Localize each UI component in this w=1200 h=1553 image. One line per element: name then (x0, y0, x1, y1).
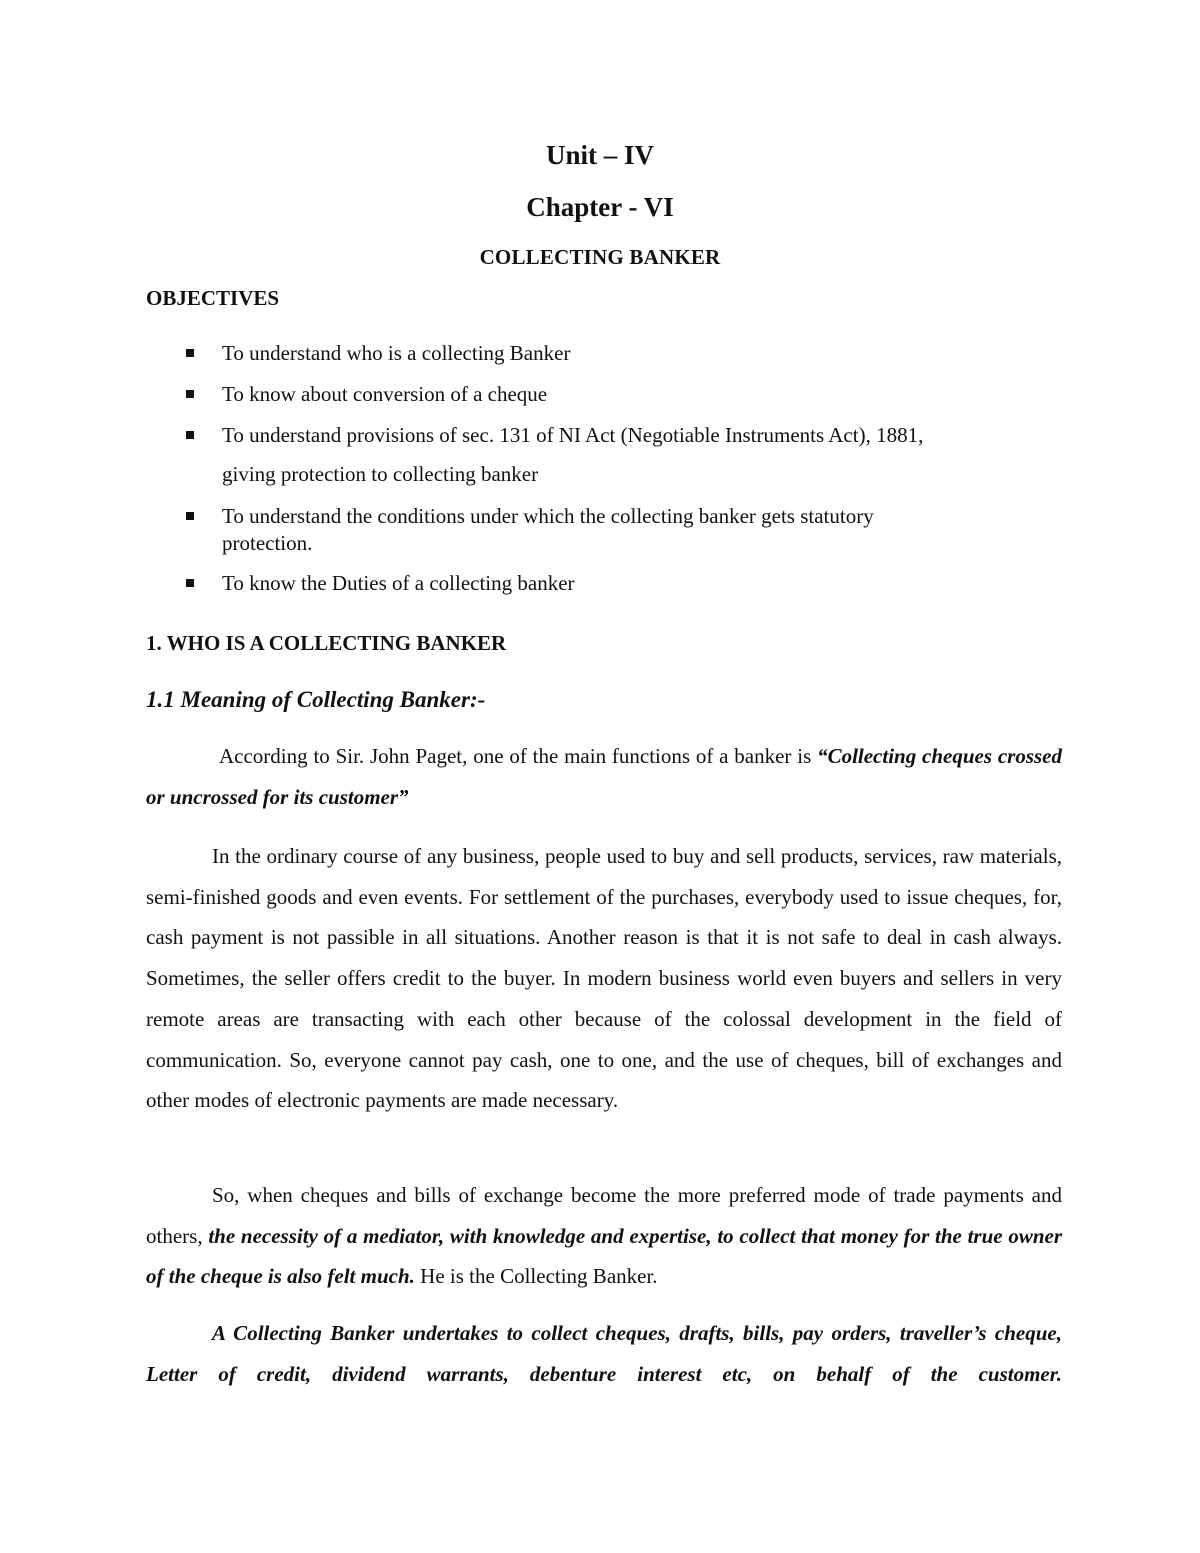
paget-quote: “Collecting cheques crossed or uncrossed for its customer” (146, 744, 1062, 809)
paragraph-text: According to Sir. John Paget, one of the main functions of a banker is (219, 744, 818, 768)
section-heading: 1. WHO IS A COLLECTING BANKER (146, 631, 507, 655)
definition-text: A Collecting Banker undertakes to collect cheques, drafts, bills, pay orders, traveller’s cheque, Letter of credit, dividend warrants, debenture interest etc, on behalf of the customer. (146, 1321, 1062, 1386)
paragraph-definition (146, 1313, 1062, 1394)
emphasis-text: the necessity of a mediator, with knowledge and expertise, to collect that money for the true owner of the cheque is also felt much. (146, 1223, 1062, 1289)
paragraph-business (146, 836, 1062, 1121)
paragraph-text: In the ordinary course of any business, people used to buy and sell products, services, raw materials, semi-finished goods and even events. For settlement of the purchases, everybody used to issue cheques, for, cash payment is not passible in all situations. Another reason is that it is not safe to deal in cash always. Sometimes, the seller offers credit to the buyer. In modern business world even buyers and sellers in very remote areas are transacting with each other because of the colossal development in the field of communication. So, everyone cannot pay cash, one to one, and the use of cheques, bill of exchanges and other modes of electronic payments are made necessary. (146, 844, 1062, 1113)
objective-text-continued: giving protection to collecting banker (222, 462, 539, 486)
paragraph-mediator (146, 1175, 1062, 1297)
bullet-icon (186, 579, 194, 587)
paragraph-text: So, when cheques and bills of exchange become the more preferred mode of trade payments and others, (146, 1183, 1062, 1248)
bullet-icon (186, 431, 194, 439)
paragraph-paget (146, 736, 1062, 817)
objective-text: To know about conversion of a cheque (222, 382, 548, 406)
bullet-icon (186, 390, 194, 398)
paragraph-text: He is the Collecting Banker. (414, 1264, 658, 1289)
chapter-heading: Chapter - VI (526, 192, 674, 222)
objective-text: To understand provisions of sec. 131 of NI Act (Negotiable Instruments Act), 1881, (222, 423, 924, 447)
objective-text: To understand the conditions under which the collecting banker gets statutory (222, 504, 874, 528)
unit-heading: Unit – IV (545, 140, 654, 170)
bullet-icon (186, 349, 194, 357)
objectives-heading: OBJECTIVES (146, 286, 280, 310)
chapter-title: COLLECTING BANKER (479, 245, 721, 269)
bullet-icon (186, 512, 194, 520)
objective-text-continued: protection. (222, 531, 313, 555)
objective-text: To understand who is a collecting Banker (222, 341, 571, 365)
objective-text: To know the Duties of a collecting banker (222, 571, 575, 595)
subsection-heading: 1.1 Meaning of Collecting Banker:- (146, 687, 486, 712)
